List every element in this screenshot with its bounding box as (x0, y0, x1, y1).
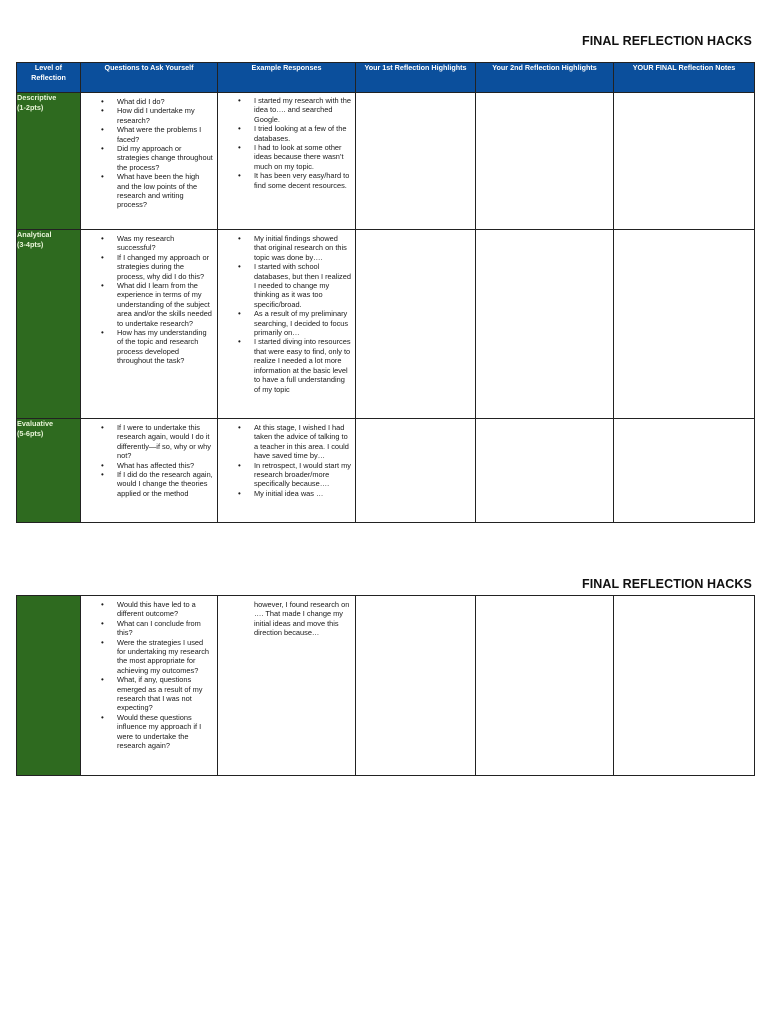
list-item: • Was my research successful? (117, 234, 213, 253)
questions-cell (81, 93, 218, 230)
header-final-notes: YOUR FINAL Reflection Notes (614, 63, 755, 93)
questions-cell (81, 230, 218, 419)
reflection-table (16, 62, 755, 523)
examples-cell (218, 93, 356, 230)
final-notes-cell[interactable] (614, 419, 755, 523)
reflection-table-continued (16, 595, 755, 776)
list-item: • What, if any, questions emerged as a result of my research that I was not expecting? (117, 675, 213, 713)
list-item: • What did I do? (117, 97, 213, 106)
list-item: • What has affected this? (117, 461, 213, 470)
questions-cell (81, 596, 218, 776)
list-item: • I started with school databases, but then I realized I needed to change my thinking as it was too specific/broad. (254, 262, 351, 309)
header-second-highlights: Your 2nd Reflection Highlights (476, 63, 614, 93)
header-examples: Example Responses (218, 63, 356, 93)
second-highlights-cell[interactable] (476, 93, 614, 230)
final-notes-cell[interactable] (614, 596, 755, 776)
list-item: • My initial findings showed that original research on this topic was done by…. (254, 234, 351, 262)
level-name: Descriptive (17, 93, 57, 102)
list-item: • As a result of my preliminary searching, I decided to focus primarily on… (254, 309, 351, 337)
first-highlights-cell[interactable] (356, 419, 476, 523)
examples-cell (218, 596, 356, 776)
examples-cell (218, 419, 356, 523)
header-first-highlights: Your 1st Reflection Highlights (356, 63, 476, 93)
list-item: • At this stage, I wished I had taken the advice of talking to a teacher in this area. I could have saved time by… (254, 423, 351, 461)
table-row (17, 93, 755, 230)
list-item: • If I were to undertake this research again, would I do it differently—if so, why or why not? (117, 423, 213, 461)
first-highlights-cell[interactable] (356, 596, 476, 776)
table-row (17, 230, 755, 419)
example-continuation-text: however, I found research on …. That made I change my initial ideas and move this direction because… (254, 600, 350, 638)
list-item: • My initial idea was … (254, 489, 351, 498)
list-item: • I tried looking at a few of the databases. (254, 124, 351, 143)
first-highlights-cell[interactable] (356, 230, 476, 419)
list-item: • What can I conclude from this? (117, 619, 213, 638)
final-notes-cell[interactable] (614, 93, 755, 230)
second-highlights-cell[interactable] (476, 419, 614, 523)
list-item: • It has been very easy/hard to find some decent resources. (254, 171, 351, 190)
list-item: • What have been the high and the low points of the research and writing process? (117, 172, 213, 210)
list-item: • If I changed my approach or strategies during the process, why did I do this? (117, 253, 213, 281)
level-name: Analytical (17, 230, 52, 239)
level-points: (3-4pts) (17, 240, 44, 249)
second-highlights-cell[interactable] (476, 596, 614, 776)
page-title: FINAL REFLECTION HACKS (581, 34, 752, 48)
table-row (17, 419, 755, 523)
table-header-row (17, 63, 755, 93)
page-title-continued: FINAL REFLECTION HACKS (581, 577, 752, 591)
list-item: • How did I undertake my research? (117, 106, 213, 125)
level-cell-analytical (17, 230, 81, 419)
level-name: Evaluative (17, 419, 54, 428)
first-highlights-cell[interactable] (356, 93, 476, 230)
list-item: • I started my research with the idea to…. and searched Google. (254, 96, 351, 124)
list-item: • In retrospect, I would start my research broader/more specifically because…. (254, 461, 351, 489)
table-row (17, 596, 755, 776)
header-level: Level of Reflection (17, 63, 81, 93)
list-item: • Would this have led to a different outcome? (117, 600, 213, 619)
level-cell-evaluative (17, 419, 81, 523)
header-questions: Questions to Ask Yourself (81, 63, 218, 93)
second-highlights-cell[interactable] (476, 230, 614, 419)
examples-cell (218, 230, 356, 419)
list-item: • Were the strategies I used for undertaking my research the most appropriate for achieving my outcomes? (117, 638, 213, 676)
list-item: • Would these questions influence my approach if I were to undertake the research again? (117, 713, 213, 751)
list-item: • What did I learn from the experience in terms of my understanding of the subject area and/or the skills needed to undertake research? (117, 281, 213, 328)
level-cell-evaluative-continued (17, 596, 81, 776)
list-item: • Did my approach or strategies change throughout the process? (117, 144, 213, 172)
list-item: • I had to look at some other ideas because there wasn’t much on my topic. (254, 143, 351, 171)
list-item: • How has my understanding of the topic and research process developed throughout the task? (117, 328, 213, 366)
list-item: • I started diving into resources that were easy to find, only to realize I needed a lot more information at the basic level to have a full understanding of my topic (254, 337, 351, 393)
level-points: (1-2pts) (17, 103, 44, 112)
list-item: • What were the problems I faced? (117, 125, 213, 144)
level-points: (5-6pts) (17, 429, 44, 438)
level-cell-descriptive (17, 93, 81, 230)
questions-cell (81, 419, 218, 523)
final-notes-cell[interactable] (614, 230, 755, 419)
list-item: • If I did do the research again, would I change the theories applied or the method (117, 470, 213, 498)
